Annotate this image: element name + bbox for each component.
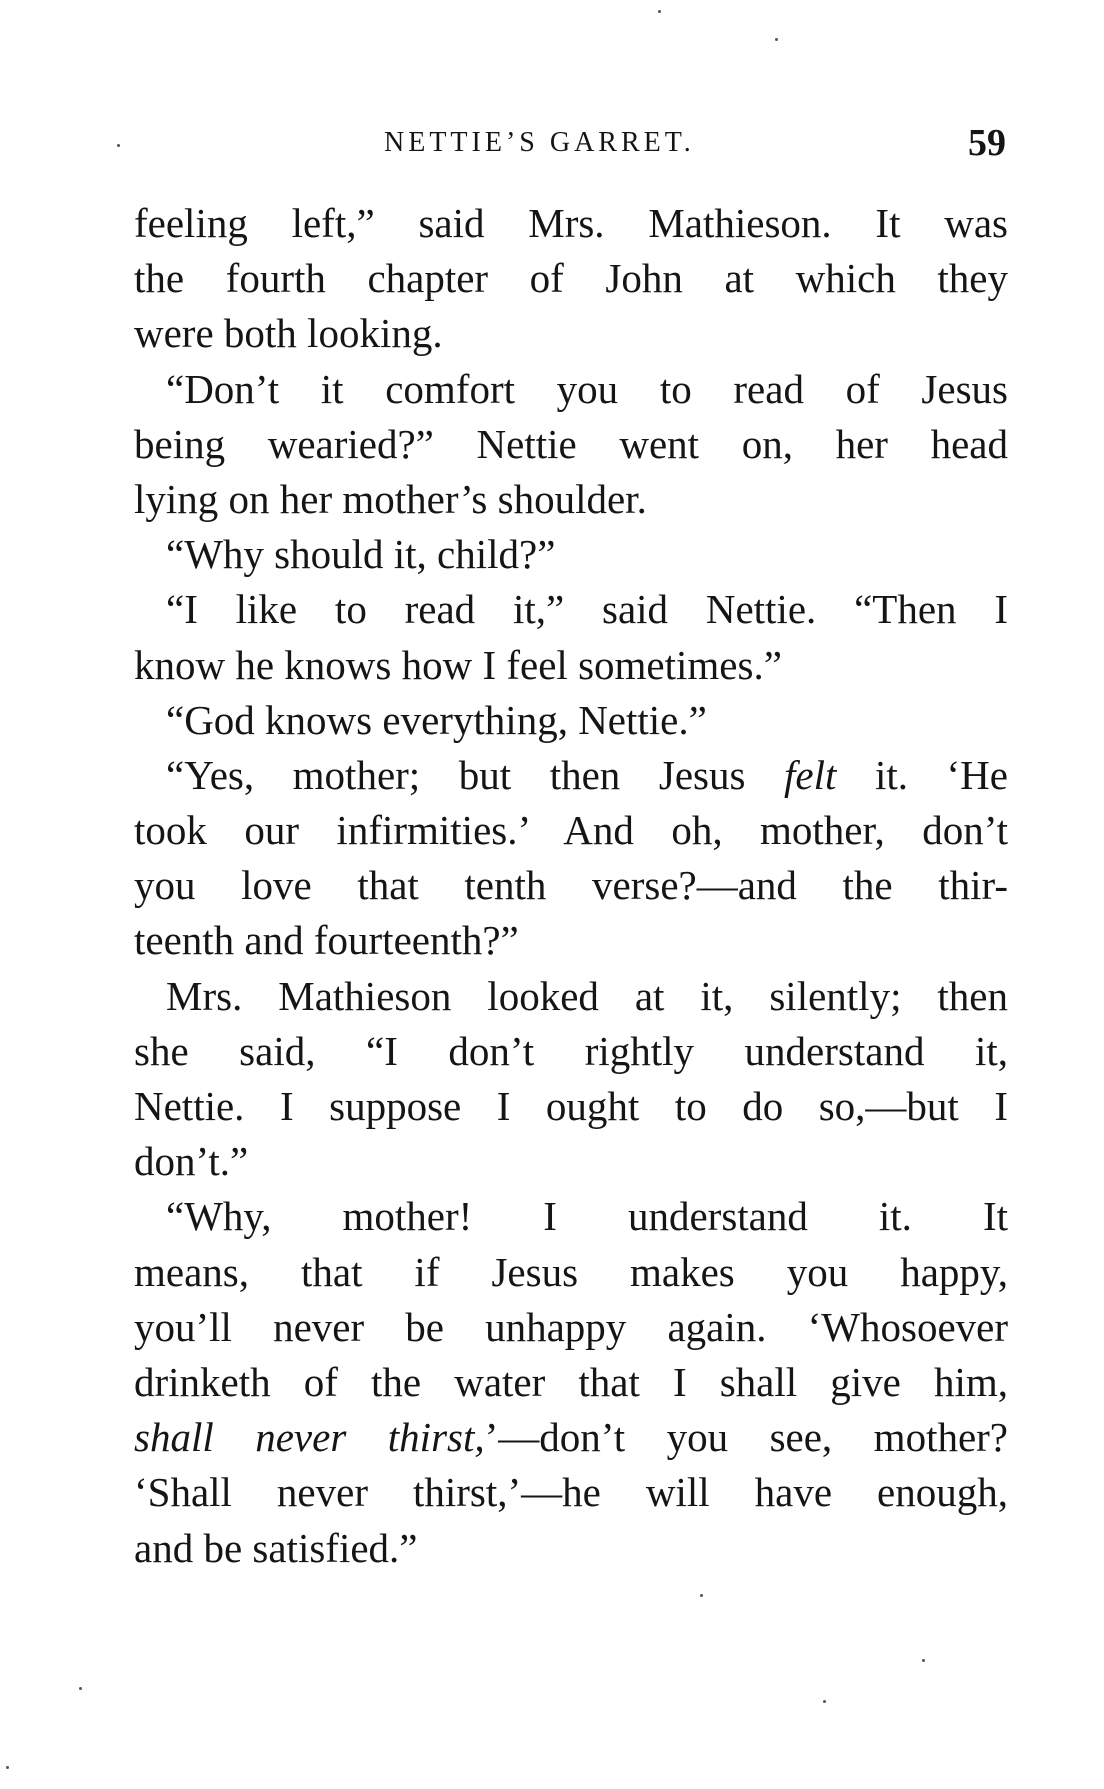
text-line: drinketh of the water that I shall give him, — [134, 1358, 1008, 1405]
text-line: “Why should it, child?” — [166, 531, 556, 578]
paper-speck — [6, 1766, 9, 1769]
paper-speck — [658, 10, 661, 13]
running-head — [132, 121, 1010, 171]
text-line: “Don’t it comfort you to read of Jesus — [166, 365, 1008, 412]
paper-speck — [775, 38, 778, 41]
text-line: ‘Shall never thirst,’—he will have enough, — [134, 1469, 1008, 1516]
text-line: teenth and fourteenth?” — [134, 917, 519, 964]
body-text — [134, 196, 1008, 1576]
italic-word: felt — [784, 751, 837, 798]
text-line: being wearied?” Nettie went on, her head — [134, 420, 1008, 467]
paper-speck — [700, 1594, 703, 1597]
text-line: and be satisfied.” — [134, 1524, 418, 1571]
text-line: Nettie. I suppose I ought to do so,—but I — [134, 1083, 1008, 1129]
text-line: “Why, mother! I understand it. It — [166, 1193, 1008, 1240]
paper-speck — [117, 144, 120, 147]
paper-speck — [79, 1687, 82, 1690]
text-line: know he knows how I feel sometimes.” — [134, 641, 782, 688]
text-line: “I like to read it,” said Nettie. “Then I — [166, 586, 1008, 633]
text-line: means, that if Jesus makes you happy, — [134, 1248, 1008, 1295]
text-line: took our infirmities.’ And oh, mother, don’t — [134, 807, 1008, 854]
text-line: shall never thirst,’—don’t you see, mother? — [134, 1414, 1009, 1461]
page-number: 59 — [968, 122, 1006, 164]
text-line: “God knows everything, Nettie.” — [166, 696, 707, 743]
text-line: “Yes, mother; but then Jesus felt it. ‘He — [166, 751, 1008, 798]
text-line: lying on her mother’s shoulder. — [134, 475, 647, 522]
text-line: the fourth chapter of John at which they — [134, 255, 1008, 302]
paper-speck — [922, 1659, 925, 1662]
text-line: you’ll never be unhappy again. ‘Whosoever — [134, 1303, 1008, 1350]
text-line: were both looking. — [134, 310, 443, 357]
text-line: you love that tenth verse?—and the thir- — [134, 862, 1008, 909]
text-line: Mrs. Mathieson looked at it, silently; then — [166, 972, 1008, 1019]
paper-speck — [823, 1700, 826, 1703]
running-head-title: NETTIE’S GARRET. — [384, 127, 695, 158]
text-line: she said, “I don’t rightly understand it, — [134, 1027, 1008, 1074]
italic-phrase: shall never thirst, — [134, 1414, 485, 1461]
text-line: don’t.” — [134, 1138, 249, 1185]
text-line: feeling left,” said Mrs. Mathieson. It was — [134, 200, 1008, 246]
